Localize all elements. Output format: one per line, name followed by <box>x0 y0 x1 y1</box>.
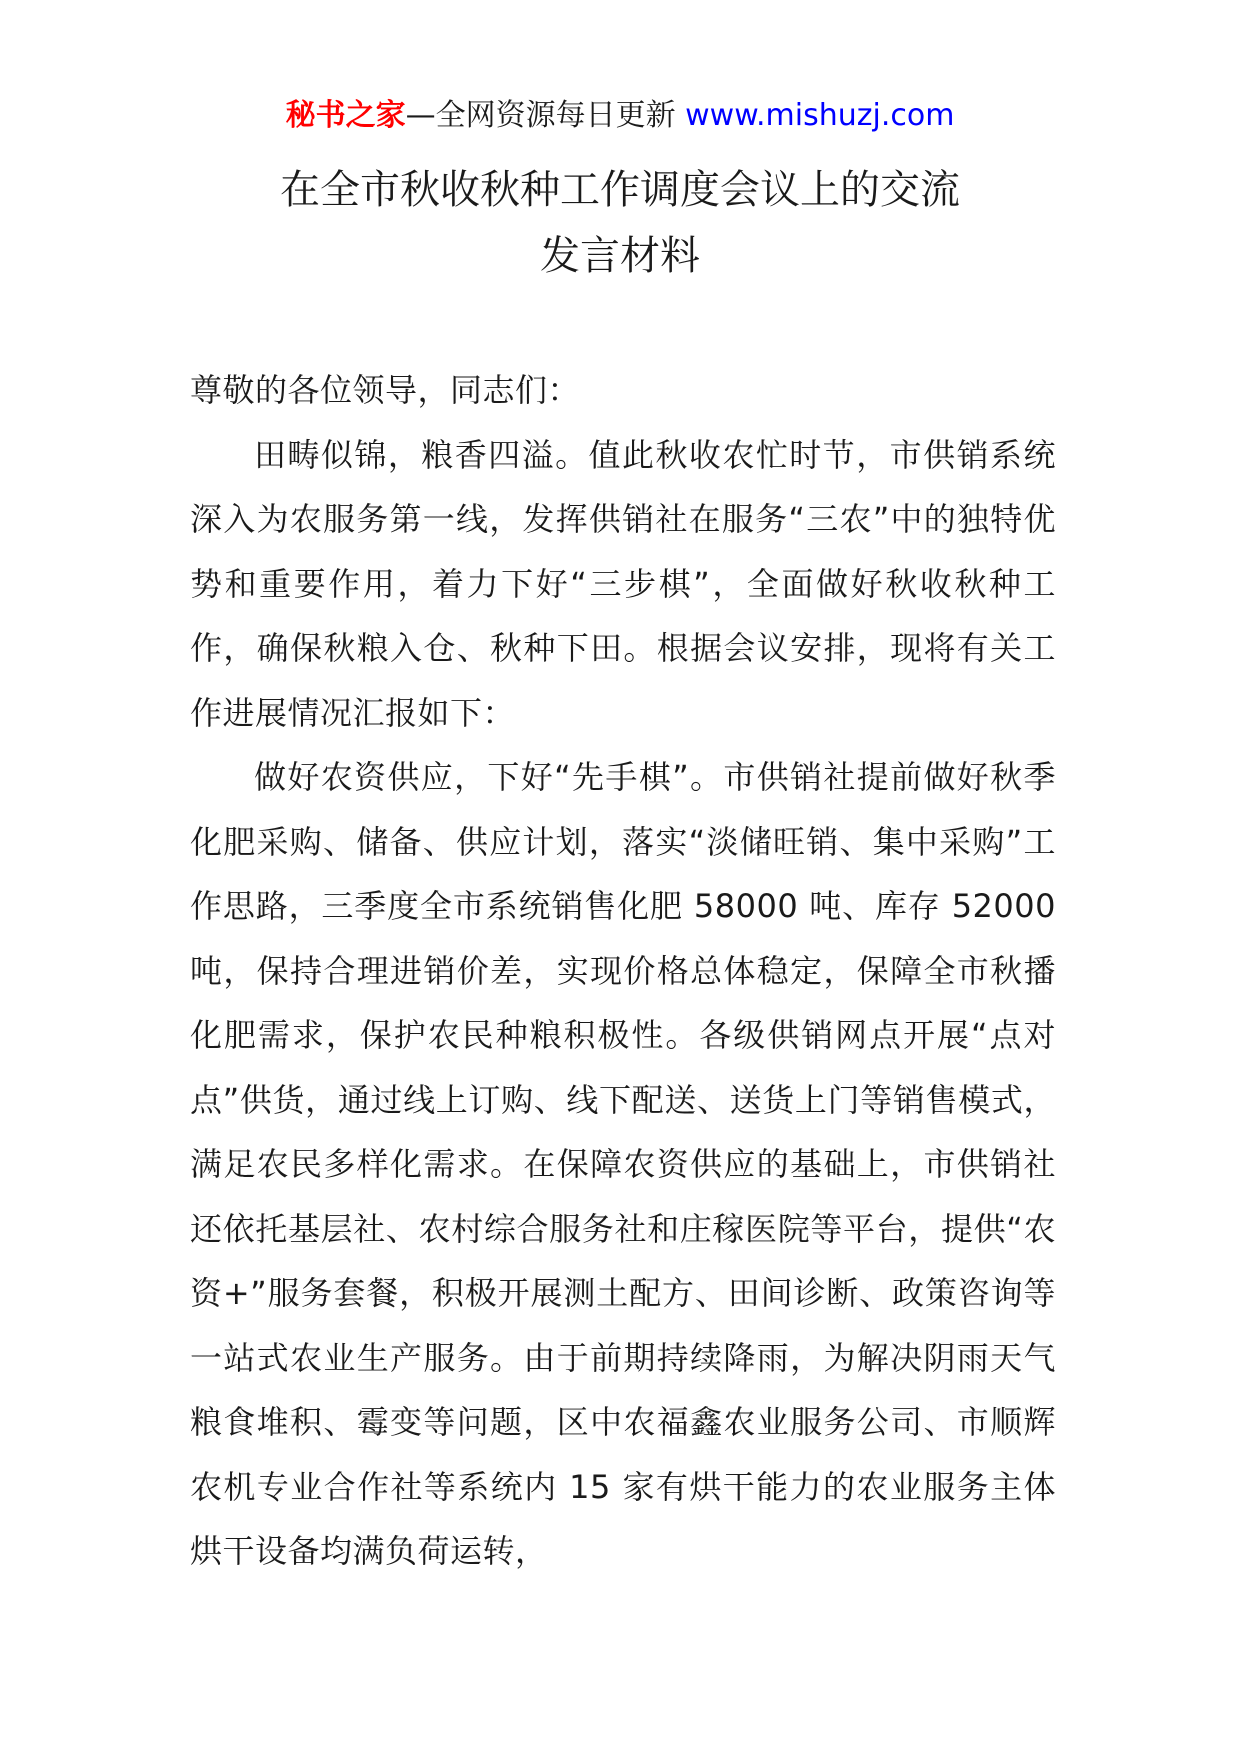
salutation: 尊敬的各位领导，同志们： <box>190 371 581 409</box>
site-tagline: —全网资源每日更新 <box>405 98 686 133</box>
document-title-line-1: 在全市秋收秋种工作调度会议上的交流 <box>280 167 960 213</box>
site-brand: 秘书之家 <box>285 98 406 133</box>
paragraph-supply: 做好农资供应，下好“先手棋”。市供销社提前做好秋季化肥采购、储备、供应计划，落实“淡储旺销、集中采购”工作思路，三季度全市系统销售化肥 58000 吨、库存 52000 吨，保持合理进销价差，实现价格总体稳定，保障全市秋播化肥需求，保护农民种粮积极性。各级供销网点开展“点对点”供货，通过线上订购、线下配送、送货上门等销售模式，满足农民多样化需求。在保障农资供应的基础上，市供销社还依托基层社、农村综合服务社和庄稼医院等平台，提供“农资+”服务套餐，积极开展测土配方、田间诊断、政策咨询等一站式农业生产服务。由于前期持续降雨，为解决阴雨天气粮食堆积、霉变等问题，区中农福鑫农业服务公司、市顺辉农机专业合作社等系统内 15 家有烘干能力的农业服务主体烘干设备均满负荷运转， <box>190 758 1056 1570</box>
paragraph-intro: 田畴似锦，粮香四溢。值此秋收农忙时节，市供销系统深入为农服务第一线，发挥供销社在服务“三农”中的独特优势和重要作用，着力下好“三步棋”，全面做好秋收秋种工作，确保秋粮入仓、秋种下田。根据会议安排，现将有关工作进展情况汇报如下： <box>190 435 1056 732</box>
document-body <box>190 358 1056 1584</box>
site-url-link[interactable]: www.mishuzj.com <box>685 98 955 133</box>
site-header <box>0 98 1240 134</box>
document-title-line-2: 发言材料 <box>540 233 700 279</box>
